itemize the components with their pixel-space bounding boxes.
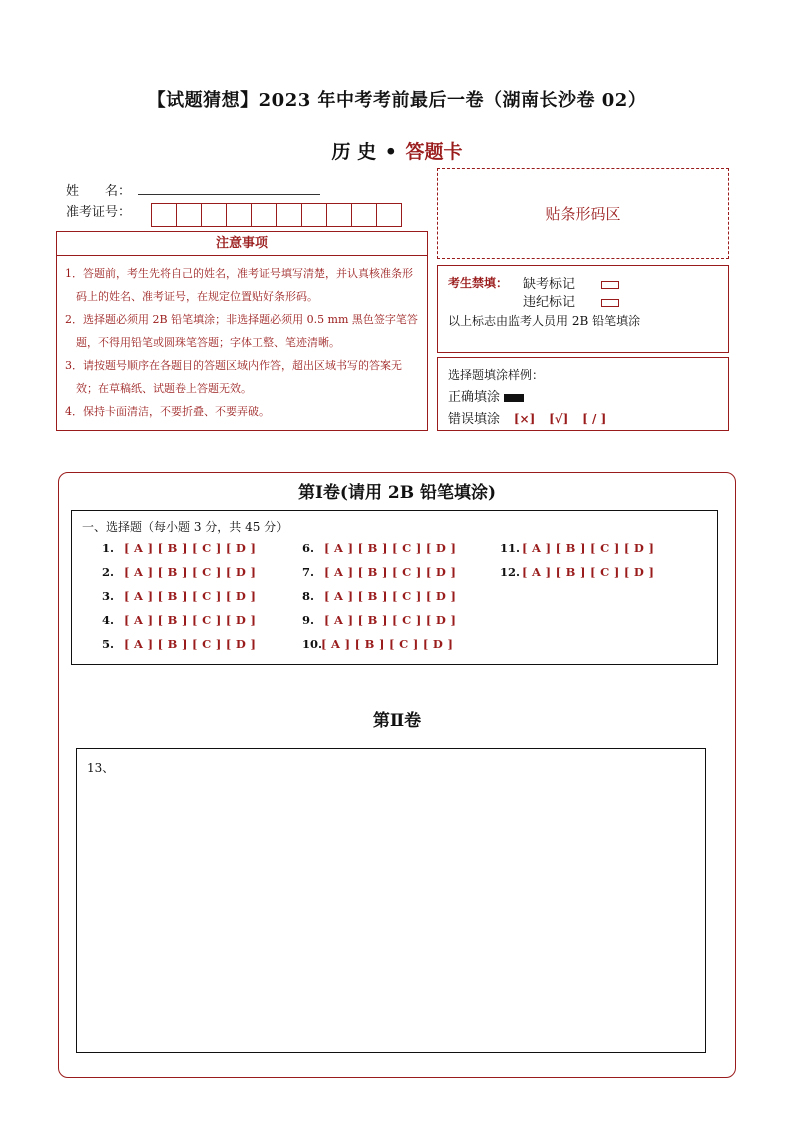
question-11	[500, 541, 654, 555]
question-13-label: 13、	[87, 761, 115, 775]
question-1	[102, 541, 256, 555]
violation-mark-label: 违纪标记	[523, 295, 576, 310]
question-number: 12.	[500, 565, 521, 579]
subject-dot: •	[384, 141, 397, 163]
question-7	[302, 565, 456, 579]
choice-heading: 一、选择题（每小题 3 分，共 45 分）	[82, 520, 289, 534]
correct-sample-label: 正确填涂	[448, 390, 501, 405]
wrong-mark-cross: [×]	[513, 412, 536, 426]
exam-number-digit-box[interactable]	[351, 203, 377, 227]
notice-item: 3．请按题号顺序在各题目的答题区域内作答，超出区域书写的答案无效；在草稿纸、试题卷上答题无效。	[65, 359, 402, 395]
absent-mark-label: 缺考标记	[523, 277, 576, 292]
question-options[interactable]: [ A ] [ B ] [ C ] [ D ]	[124, 565, 257, 579]
question-options[interactable]: [ A ] [ B ] [ C ] [ D ]	[124, 637, 257, 651]
violation-mark-box[interactable]	[601, 299, 619, 307]
question-options[interactable]: [ A ] [ B ] [ C ] [ D ]	[522, 565, 655, 579]
section1-title: 第Ⅰ卷(请用 2B 铅笔填涂)	[297, 483, 497, 503]
question-number: 1.	[102, 541, 115, 555]
exam-number-label: 准考证号：	[66, 205, 132, 220]
question-options[interactable]: [ A ] [ B ] [ C ] [ D ]	[324, 613, 457, 627]
exam-number-digit-box[interactable]	[276, 203, 302, 227]
exam-number-digit-box[interactable]	[251, 203, 277, 227]
question-number: 4.	[102, 613, 115, 627]
exam-number-digit-box[interactable]	[176, 203, 202, 227]
question-options[interactable]: [ A ] [ B ] [ C ] [ D ]	[321, 637, 454, 651]
question-options[interactable]: [ A ] [ B ] [ C ] [ D ]	[124, 613, 257, 627]
document-title: 【试题猜想】2023 年中考考前最后一卷（湖南长沙卷 02）	[147, 90, 647, 111]
question-number: 7.	[302, 565, 315, 579]
forbid-label: 考生禁填：	[448, 276, 509, 290]
question-number: 5.	[102, 637, 115, 651]
question-number: 2.	[102, 565, 115, 579]
notice-item: 1．答题前，考生先将自己的姓名，准考证号填写清楚，并认真核准条形码上的姓名、准考证号，在规定位置贴好条形码。	[65, 267, 413, 303]
correct-sample-row	[448, 386, 718, 405]
question-3	[102, 589, 256, 603]
question-number: 11.	[500, 541, 521, 555]
forbid-note: 以上标志由监考人员用 2B 铅笔填涂	[448, 314, 641, 328]
name-field[interactable]	[138, 194, 320, 195]
question-number: 9.	[302, 613, 315, 627]
question-13-answer-box[interactable]	[76, 748, 706, 1053]
question-8	[302, 589, 456, 603]
wrong-mark-slash: [ / ]	[582, 412, 607, 426]
section2-title: 第Ⅱ卷	[372, 711, 422, 731]
notice-header: 注意事项	[57, 232, 427, 256]
question-options[interactable]: [ A ] [ B ] [ C ] [ D ]	[522, 541, 655, 555]
name-label: 姓 名：	[66, 184, 132, 199]
choice-question-box	[71, 510, 718, 665]
violation-mark-row	[523, 291, 619, 310]
question-options[interactable]: [ A ] [ B ] [ C ] [ D ]	[324, 589, 457, 603]
wrong-sample-row	[448, 408, 718, 427]
question-options[interactable]: [ A ] [ B ] [ C ] [ D ]	[324, 541, 457, 555]
sample-box	[437, 357, 729, 431]
exam-number-digit-box[interactable]	[226, 203, 252, 227]
subject-name: 历 史	[331, 141, 377, 163]
card-label: 答题卡	[405, 141, 463, 163]
notice-item: 4．保持卡面清洁，不要折叠、不要弄破。	[65, 405, 270, 418]
question-9	[302, 613, 456, 627]
wrong-mark-check: [√]	[549, 412, 569, 426]
question-options[interactable]: [ A ] [ B ] [ C ] [ D ]	[124, 541, 257, 555]
question-number: 6.	[302, 541, 315, 555]
question-10	[302, 637, 453, 651]
absent-mark-row	[523, 273, 619, 292]
question-5	[102, 637, 256, 651]
notice-item: 2．选择题必须用 2B 铅笔填涂；非选择题必须用 0.5 mm 黑色签字笔答题，不得用铅笔或圆珠笔答题；字体工整、笔迹清晰。	[65, 313, 418, 349]
wrong-sample-label: 错误填涂	[448, 412, 501, 427]
exam-number-digit-box[interactable]	[326, 203, 352, 227]
absent-mark-box[interactable]	[601, 281, 619, 289]
exam-number-digit-box[interactable]	[201, 203, 227, 227]
question-options[interactable]: [ A ] [ B ] [ C ] [ D ]	[124, 589, 257, 603]
question-6	[302, 541, 456, 555]
exam-number-digit-box[interactable]	[301, 203, 327, 227]
subject-title	[0, 137, 794, 164]
question-2	[102, 565, 256, 579]
exam-number-digit-box[interactable]	[151, 203, 177, 227]
question-number: 3.	[102, 589, 115, 603]
exam-number-boxes[interactable]	[151, 203, 401, 227]
notice-box	[56, 231, 428, 431]
barcode-area: 贴条形码区	[437, 168, 729, 259]
question-number: 8.	[302, 589, 315, 603]
sample-heading: 选择题填涂样例：	[448, 368, 545, 382]
question-4	[102, 613, 256, 627]
question-options[interactable]: [ A ] [ B ] [ C ] [ D ]	[324, 565, 457, 579]
notice-list	[57, 256, 427, 423]
question-12	[500, 565, 654, 579]
exam-number-digit-box[interactable]	[376, 203, 402, 227]
question-number: 10.	[302, 637, 323, 651]
forbid-box	[437, 265, 729, 353]
correct-fill-block	[504, 394, 524, 402]
